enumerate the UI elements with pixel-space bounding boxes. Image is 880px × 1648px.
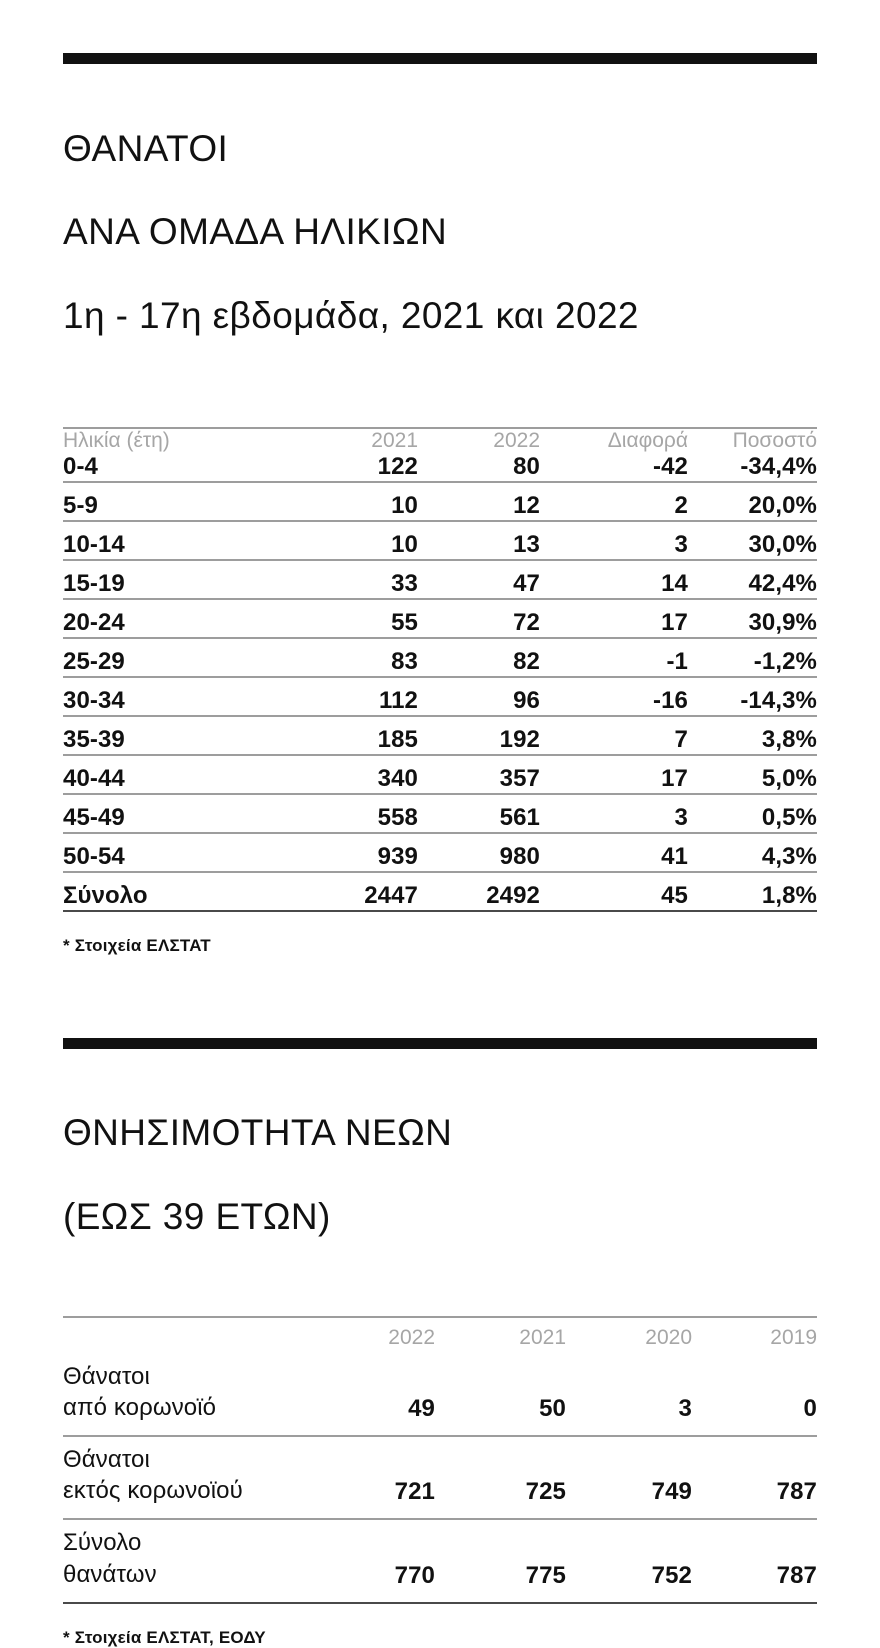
cell-2022: 357	[418, 755, 540, 794]
section2-title-line2: (ΕΩΣ 39 ΕΤΩΝ)	[63, 1195, 331, 1237]
cell-diff: -1	[540, 638, 688, 677]
table-row	[63, 599, 817, 638]
table-row	[63, 560, 817, 599]
cell-2021: 112	[288, 677, 418, 716]
table2-header-row	[63, 1317, 817, 1354]
cell-pct: 30,0%	[688, 521, 817, 560]
section1-title-line3: 1η - 17η εβδομάδα, 2021 και 2022	[63, 294, 639, 336]
cell-pct: 42,4%	[688, 560, 817, 599]
table-row	[63, 716, 817, 755]
cell-diff: -16	[540, 677, 688, 716]
cell-2020: 749	[566, 1436, 692, 1519]
cell-2022: 72	[418, 599, 540, 638]
cell-2022: 12	[418, 482, 540, 521]
table1-header-pct: Ποσοστό	[688, 428, 817, 453]
cell-2021: 55	[288, 599, 418, 638]
cell-pct: 5,0%	[688, 755, 817, 794]
cell-2022: 770	[301, 1519, 435, 1602]
section1-footnote: * Στοιχεία ΕΛΣΤΑΤ	[63, 935, 211, 955]
cell-label-line2: θανάτων	[63, 1560, 157, 1588]
cell-diff: 7	[540, 716, 688, 755]
cell-2022: 13	[418, 521, 540, 560]
cell-diff: 3	[540, 521, 688, 560]
table1-header-age: Ηλικία (έτη)	[63, 428, 288, 453]
cell-age: 50-54	[63, 833, 288, 872]
cell-pct: 4,3%	[688, 833, 817, 872]
cell-label	[63, 1519, 301, 1602]
cell-age: 5-9	[63, 482, 288, 521]
table2-header-2020: 2020	[566, 1317, 692, 1354]
table-row	[63, 755, 817, 794]
cell-pct: 3,8%	[688, 716, 817, 755]
table2-header-label	[63, 1317, 301, 1354]
cell-2021: 33	[288, 560, 418, 599]
section1-title	[63, 86, 817, 379]
cell-2022: 47	[418, 560, 540, 599]
cell-pct: -14,3%	[688, 677, 817, 716]
cell-2019: 0	[803, 1394, 817, 1422]
table2-header-2022: 2022	[301, 1317, 435, 1354]
deaths-by-age-table	[63, 427, 817, 912]
cell-age: 45-49	[63, 794, 288, 833]
section2-top-rule	[63, 1038, 817, 1049]
cell-2019: 787	[692, 1436, 817, 1519]
cell-age: 35-39	[63, 716, 288, 755]
table-row	[63, 638, 817, 677]
cell-2021: 122	[377, 452, 418, 480]
cell-2022: 192	[418, 716, 540, 755]
cell-2022: 721	[301, 1436, 435, 1519]
section1-title-line1: ΘΑΝΑΤΟΙ	[63, 127, 229, 169]
cell-2022: 980	[418, 833, 540, 872]
cell-2021: 939	[288, 833, 418, 872]
cell-2020: 752	[566, 1519, 692, 1602]
cell-2020: 3	[678, 1394, 692, 1422]
table-row	[63, 482, 817, 521]
cell-pct: -34,4%	[740, 452, 817, 480]
table-row-total	[63, 872, 817, 911]
table1-header-diff: Διαφορά	[540, 428, 688, 453]
cell-label-line1: Θάνατοι	[63, 1362, 150, 1390]
cell-pct: 30,9%	[688, 599, 817, 638]
cell-diff: -42	[653, 452, 688, 480]
cell-2022: 82	[418, 638, 540, 677]
cell-diff: 14	[540, 560, 688, 599]
section2-title-line1: ΘΝΗΣΙΜΟΤΗΤΑ ΝΕΩΝ	[63, 1112, 453, 1154]
table1-header-row	[63, 428, 817, 453]
cell-age: 10-14	[63, 521, 288, 560]
cell-2019: 787	[692, 1519, 817, 1602]
table1-body	[63, 453, 817, 911]
cell-label-line1: Θάνατοι	[63, 1445, 150, 1473]
cell-age: 0-4	[63, 452, 98, 480]
cell-age: 25-29	[63, 638, 288, 677]
table2-header-2019: 2019	[692, 1317, 817, 1354]
section1-top-rule	[63, 53, 817, 64]
cell-2021: 50	[539, 1394, 566, 1422]
cell-pct: 0,5%	[688, 794, 817, 833]
cell-diff: 45	[540, 872, 688, 911]
cell-2021: 775	[435, 1519, 566, 1602]
table-row	[63, 1354, 817, 1436]
cell-pct: -1,2%	[688, 638, 817, 677]
cell-pct: 20,0%	[688, 482, 817, 521]
cell-2021: 185	[288, 716, 418, 755]
cell-2022: 561	[418, 794, 540, 833]
cell-2021: 558	[288, 794, 418, 833]
section2-footnote: * Στοιχεία ΕΛΣΤΑΤ, ΕΟΔΥ	[63, 1627, 266, 1647]
table-row	[63, 833, 817, 872]
cell-age: 30-34	[63, 677, 288, 716]
table-row	[63, 794, 817, 833]
cell-label	[63, 1436, 301, 1519]
table-row	[63, 453, 817, 482]
cell-2021: 83	[288, 638, 418, 677]
cell-diff: 17	[540, 599, 688, 638]
cell-age: 40-44	[63, 755, 288, 794]
cell-pct: 1,8%	[688, 872, 817, 911]
cell-diff: 17	[540, 755, 688, 794]
table2-header-2021: 2021	[435, 1317, 566, 1354]
cell-2022: 80	[513, 452, 540, 480]
cell-2022: 2492	[418, 872, 540, 911]
table-row	[63, 521, 817, 560]
cell-age: Σύνολο	[63, 872, 288, 911]
cell-label-line2: από κορωνοϊό	[63, 1393, 217, 1421]
cell-label	[63, 1354, 301, 1436]
table1-header-2022: 2022	[418, 428, 540, 453]
cell-2021: 10	[288, 482, 418, 521]
youth-mortality-table	[63, 1316, 817, 1604]
cell-age: 15-19	[63, 560, 288, 599]
cell-diff: 2	[540, 482, 688, 521]
table-row	[63, 1436, 817, 1519]
cell-2022: 49	[408, 1394, 435, 1422]
cell-2021: 2447	[288, 872, 418, 911]
cell-label-line1: Σύνολο	[63, 1529, 142, 1557]
table-row-total	[63, 1519, 817, 1602]
section1-title-line2: ΑΝΑ ΟΜΑΔΑ ΗΛΙΚΙΩΝ	[63, 211, 448, 253]
cell-label-line2: εκτός κορωνοϊού	[63, 1477, 243, 1505]
page-content	[63, 0, 817, 1648]
cell-2021: 10	[288, 521, 418, 560]
table2-body	[63, 1354, 817, 1603]
cell-2022: 96	[418, 677, 540, 716]
cell-diff: 3	[540, 794, 688, 833]
cell-age: 20-24	[63, 599, 288, 638]
cell-2021: 725	[435, 1436, 566, 1519]
table1-header-2021: 2021	[288, 428, 418, 453]
cell-diff: 41	[540, 833, 688, 872]
table-row	[63, 677, 817, 716]
section2-title	[63, 1071, 817, 1280]
cell-2021: 340	[288, 755, 418, 794]
